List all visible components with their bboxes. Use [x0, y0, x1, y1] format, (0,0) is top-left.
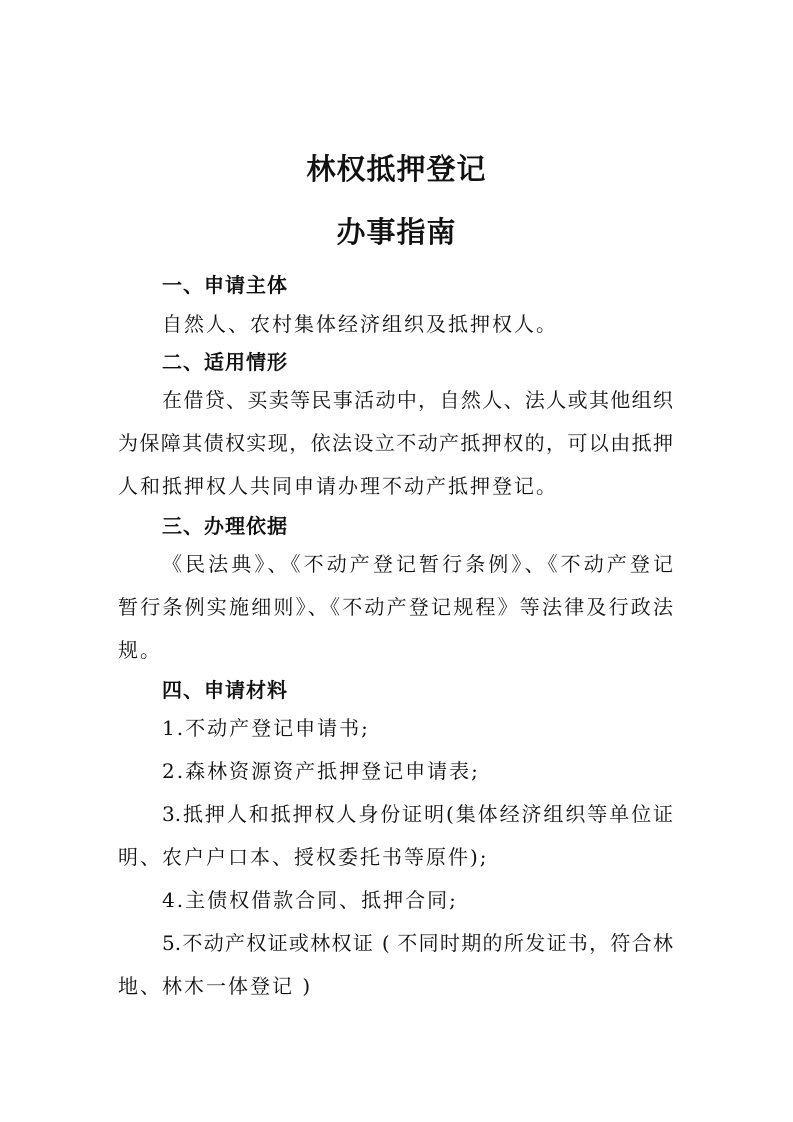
material-item: 1.不动产登记申请书; [162, 716, 370, 740]
section-heading-legal-basis: 三、办理依据 [162, 514, 288, 538]
paragraph-line: 规。 [118, 638, 162, 662]
document-subtitle: 办事指南 [336, 215, 457, 249]
paragraph-line: 自然人、农村集体经济组织及抵押权人。 [162, 312, 558, 336]
material-item-continued: 地、林木一体登记 ) [118, 974, 313, 998]
paragraph-line: 为保障其债权实现，依法设立不动产抵押权的，可以由抵押 [118, 431, 673, 455]
paragraph-line: 在借贷、买卖等民事活动中，自然人、法人或其他组织 [162, 388, 673, 412]
material-item: 4.主债权借款合同、抵押合同; [162, 888, 458, 912]
section-heading-applicable-situation: 二、适用情形 [162, 350, 288, 374]
paragraph-line: 暂行条例实施细则》、《不动产登记规程》等法律及行政法 [118, 595, 673, 619]
paragraph-line: 人和抵押权人共同申请办理不动产抵押登记。 [118, 474, 558, 498]
document-title: 林权抵押登记 [306, 152, 487, 186]
material-item: 2.森林资源资产抵押登记申请表; [162, 759, 480, 783]
material-item: 5.不动产权证或林权证 ( 不同时期的所发证书，符合林 [162, 931, 673, 955]
section-heading-applicant: 一、申请主体 [162, 273, 288, 297]
section-heading-materials: 四、申请材料 [162, 678, 288, 702]
material-item-continued: 明、农户户口本、授权委托书等原件); [118, 845, 489, 869]
material-item: 3.抵押人和抵押权人身份证明(集体经济组织等单位证 [162, 802, 673, 826]
paragraph-line: 《民法典》、《不动产登记暂行条例》、《不动产登记 [162, 552, 673, 576]
